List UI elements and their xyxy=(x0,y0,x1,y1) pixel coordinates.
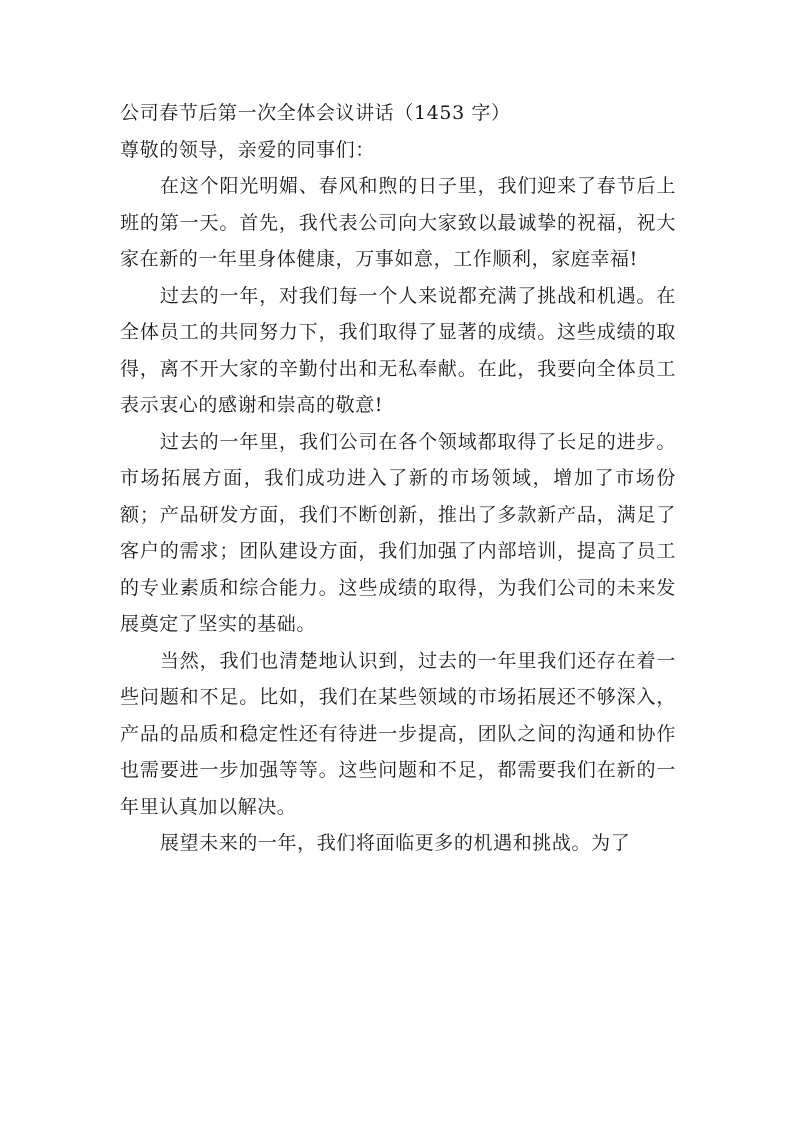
paragraph-3: 过去的一年里，我们公司在各个领域都取得了长足的进步。市场拓展方面，我们成功进入了新的市场领域，增加了市场份额；产品研发方面，我们不断创新，推出了多款新产品，满足了客户的需求；团队建设方面，我们加强了内部培训，提高了员工的专业素质和综合能力。这些成绩的取得，为我们公司的未来发展奠定了坚实的基础。 xyxy=(120,430,676,635)
paragraph-2: 过去的一年，对我们每一个人来说都充满了挑战和机遇。在全体员工的共同努力下，我们取得了显著的成绩。这些成绩的取得，离不开大家的辛勤付出和无私奉献。在此，我要向全体员工表示衷心的感谢和崇高的敬意! xyxy=(120,284,676,416)
paragraph-1: 在这个阳光明媚、春风和煦的日子里，我们迎来了春节后上班的第一天。首先，我代表公司向大家致以最诚挚的祝福，祝大家在新的一年里身体健康，万事如意，工作顺利，家庭幸福! xyxy=(120,175,676,270)
document-title: 公司春节后第一次全体会议讲话（1453 字） xyxy=(120,102,511,124)
salutation: 尊敬的领导，亲爱的同事们： xyxy=(120,138,375,161)
paragraph-5: 展望未来的一年，我们将面临更多的机遇和挑战。为了 xyxy=(159,832,631,854)
paragraph-4: 当然，我们也清楚地认识到，过去的一年里我们还存在着一些问题和不足。比如，我们在某些领域的市场拓展还不够深入，产品的品质和稳定性还有待进一步提高，团队之间的沟通和协作也需要进一步加强等等。这些问题和不足，都需要我们在新的一年里认真加以解决。 xyxy=(120,649,676,818)
document-body xyxy=(120,95,676,862)
